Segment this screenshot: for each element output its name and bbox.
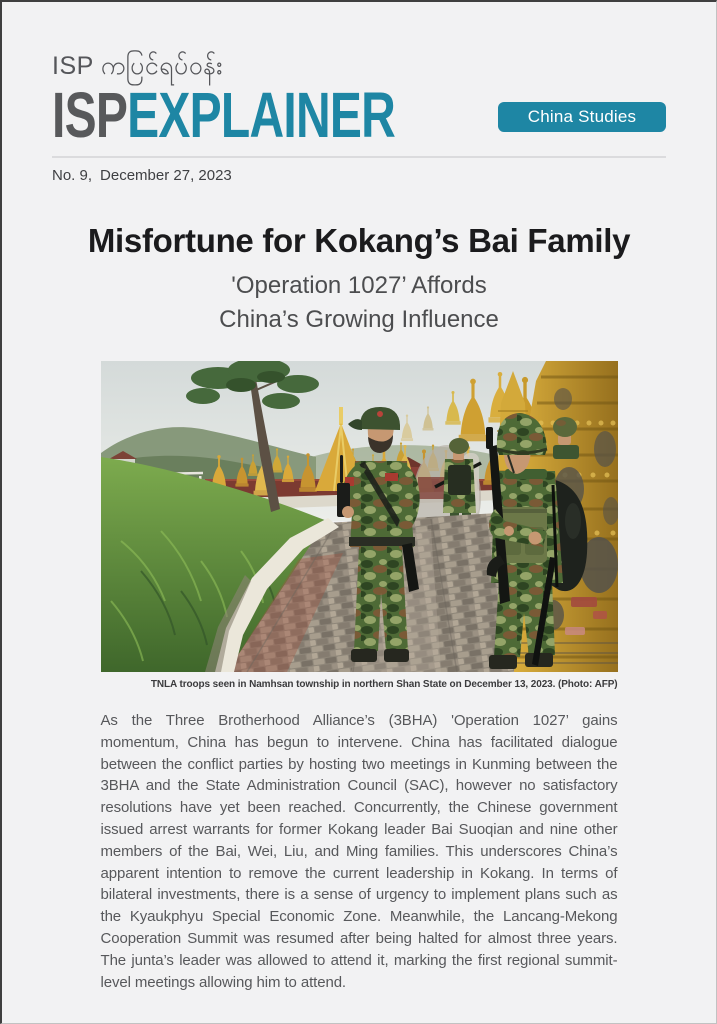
logo-isp-text: ISP [52,79,128,151]
china-studies-badge: China Studies [498,102,666,132]
subtitle-line-1: 'Operation 1027’ Affords [231,272,487,299]
logo-explainer-text: EXPLAINER [127,79,396,151]
issue-date: December 27, 2023 [100,167,232,184]
issue-number: No. 9, [52,167,93,184]
article-photo [101,361,618,672]
issue-line [52,167,666,185]
masthead [2,2,716,185]
article-subtitle [2,269,716,337]
article-figure [101,361,618,690]
header-divider [52,156,666,158]
photo-caption: TNLA troops seen in Namhsan township in northern Shan State on December 13, 2023. (Photo: AFP) [150,679,618,690]
burmese-title: ISP ကပြင်ရပ်ဝန်း [52,52,224,80]
subtitle-line-2: China’s Growing Influence [219,306,499,333]
logo-row [52,79,666,151]
isp-explainer-logo [52,79,396,151]
article-title: Misfortune for Kokang’s Bai Family [87,222,631,259]
headline-block [2,221,716,337]
article-body: As the Three Brotherhood Alliance’s (3BHA) 'Operation 1027’ gains momentum, China has begun to intervene. China has facilitated dialogue between the conflict parties by hosting two meetings in Kunming between the 3BHA and the State Administration Council (SAC), however no satisfactory resolutions have yet been reached. Concurrently, the Chinese government issued arrest warrants for former Kokang leader Bai Suoqian and nine other members of the Bai, Wei, Liu, and Ming families. This underscores China’s apparent intention to remove the current leadership in Kokang. In terms of bilateral investments, there is a sense of urgency to implement plans such as the Kyaukphyu Special Economic Zone. Meanwhile, the Lancang-Mekong Cooperation Summit was resumed after being halted for almost three years. The junta’s leader was allowed to attend it, marking the first regional summit-level meetings allowing him to attend. [100,712,618,991]
